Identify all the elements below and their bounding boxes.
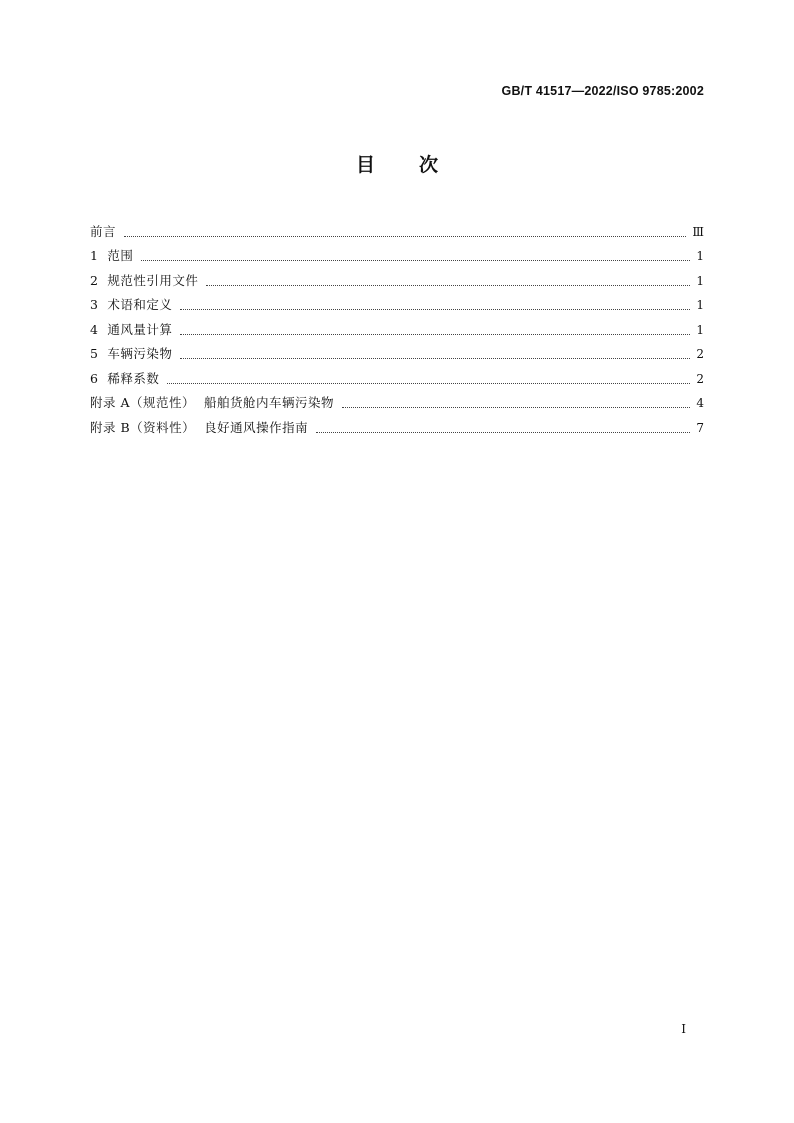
dot-leader: [141, 259, 690, 261]
dot-leader: [316, 431, 690, 433]
toc-page-number: 7: [696, 420, 704, 435]
toc-entry-annex-b[interactable]: [90, 412, 704, 437]
dot-leader: [180, 308, 690, 310]
toc-entry-ventilation-calculation[interactable]: [90, 314, 704, 339]
dot-leader: [167, 382, 690, 384]
toc-entry-terms-definitions[interactable]: [90, 290, 704, 315]
toc-entry-foreword[interactable]: [90, 216, 704, 241]
toc-page-number: 1: [696, 249, 704, 263]
toc-page-number: 4: [696, 396, 704, 410]
dot-leader: [342, 406, 690, 408]
toc-entry-vehicle-pollutants[interactable]: [90, 339, 704, 364]
toc-entry-dilution-factor[interactable]: [90, 363, 704, 388]
dot-leader: [180, 357, 690, 359]
toc-entry-normative-references[interactable]: [90, 265, 704, 290]
toc-page-number: 1: [696, 298, 704, 312]
page-title: 目次: [355, 154, 482, 176]
dot-leader: [206, 284, 690, 286]
toc-entry-text: 2 规范性引用文件: [90, 272, 199, 288]
toc-entry-text: 1 范围: [90, 248, 134, 263]
dot-leader: [180, 333, 690, 335]
standard-number: GB/T 41517—2022/ISO 9785:2002: [501, 84, 704, 98]
dot-leader: [124, 235, 686, 237]
toc-entry-text: 附录 A（规范性） 船舶货舱内车辆污染物: [90, 395, 334, 410]
toc-entry-text: 6 稀释系数: [90, 370, 160, 386]
toc-page-number: 1: [696, 273, 704, 288]
toc-page-number: Ⅲ: [692, 224, 704, 239]
table-of-contents: [90, 216, 704, 437]
page-folio: I: [681, 1022, 686, 1036]
toc-entry-annex-a[interactable]: [90, 388, 704, 413]
toc-entry-text: 附录 B（资料性） 良好通风操作指南: [90, 419, 309, 435]
toc-page-number: 2: [696, 371, 704, 386]
toc-entry-scope[interactable]: [90, 241, 704, 266]
toc-entry-text: 4 通风量计算: [90, 321, 173, 337]
toc-page-number: 2: [696, 347, 704, 361]
toc-page-number: 1: [696, 322, 704, 337]
toc-entry-text: 前言: [90, 223, 117, 239]
toc-entry-text: 3 术语和定义: [90, 297, 173, 312]
toc-entry-text: 5 车辆污染物: [90, 346, 173, 361]
